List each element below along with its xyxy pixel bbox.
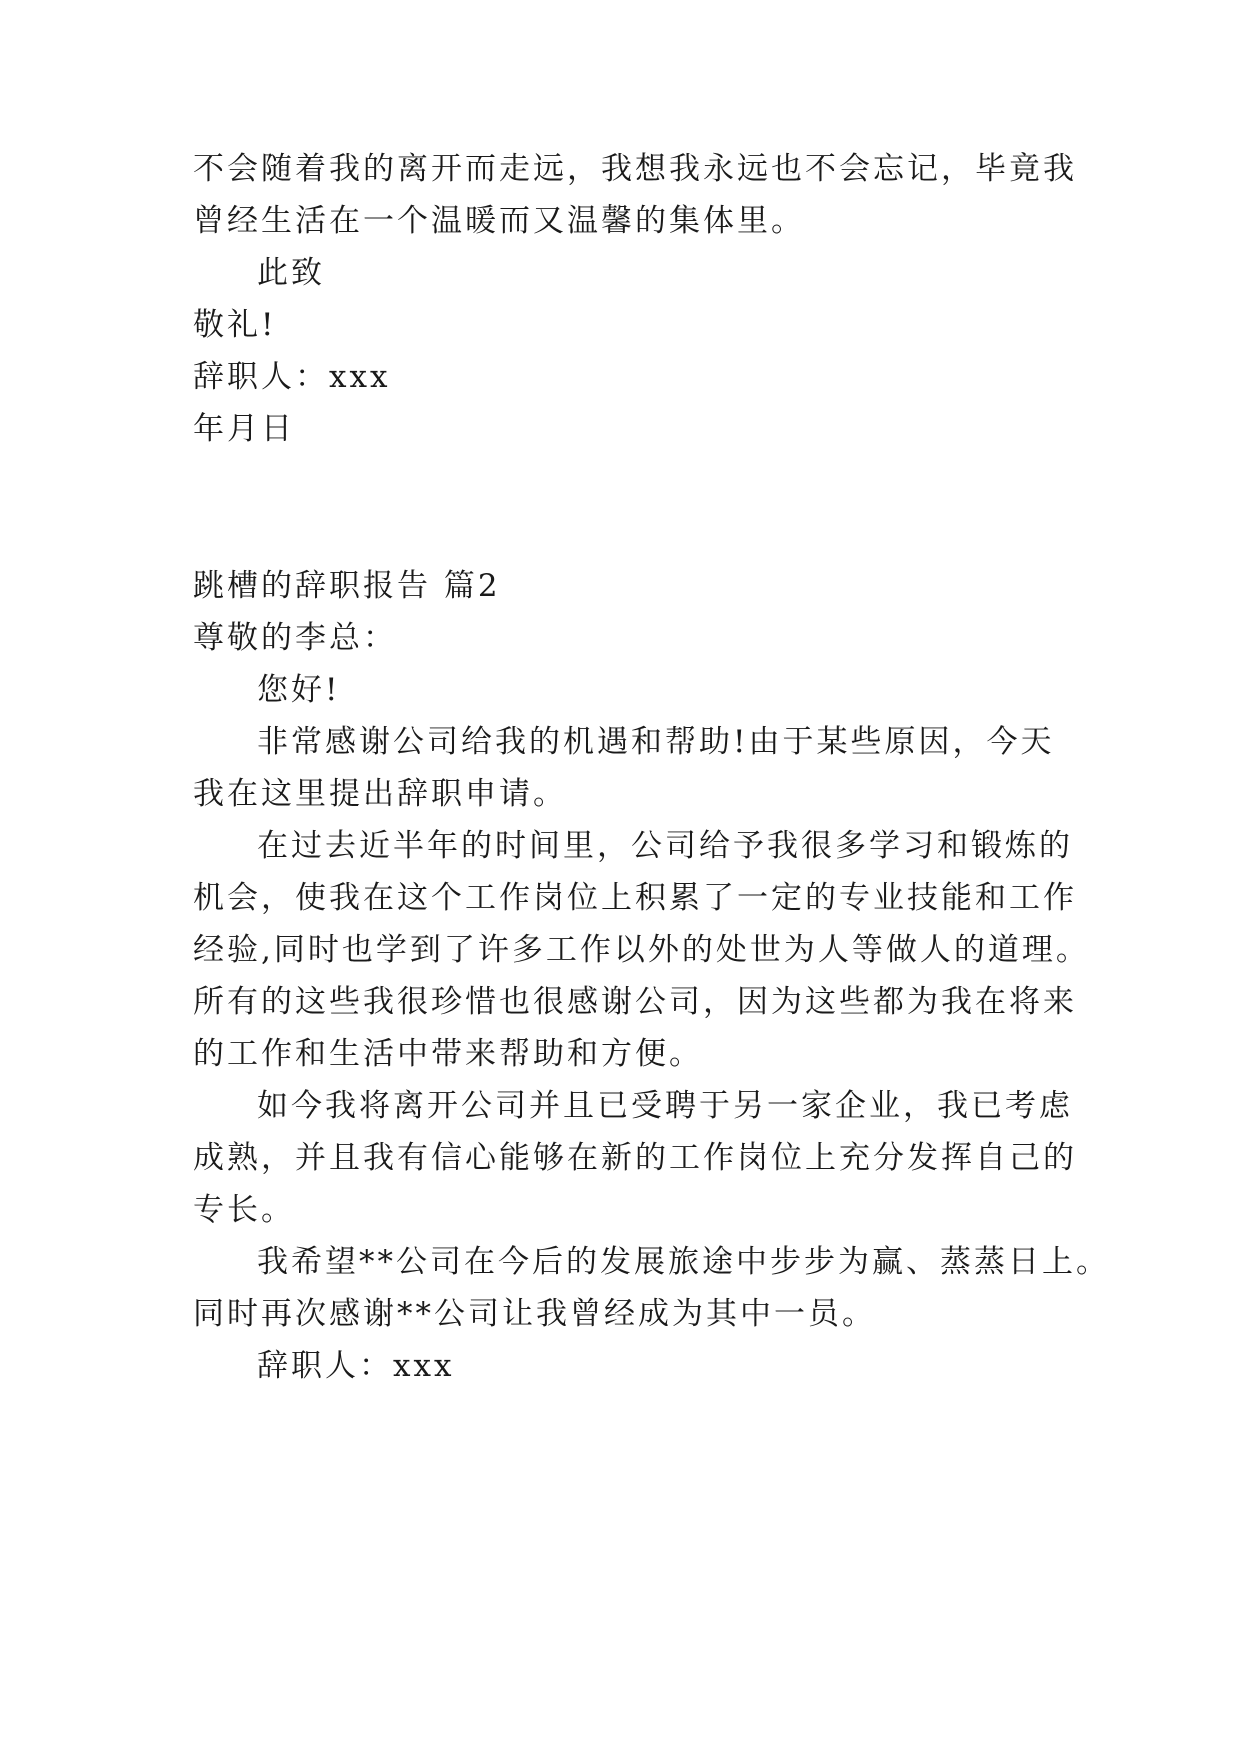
signer-line: 辞职人：xxx [193,359,391,395]
salutation-line: 敬礼! [193,307,277,343]
paragraph-line: 的工作和生活中带来帮助和方便。 [193,1036,703,1072]
paragraph-line: 我希望**公司在今后的发展旅途中步步为赢、蒸蒸日上。 [257,1244,1110,1280]
paragraph-line: 如今我将离开公司并且已受聘于另一家企业，我已考虑 [257,1088,1073,1124]
paragraph-line: 曾经生活在一个温暖而又温馨的集体里。 [193,203,805,239]
paragraph-line: 所有的这些我很珍惜也很感谢公司，因为这些都为我在将来 [193,984,1077,1020]
paragraph-line: 同时再次感谢**公司让我曾经成为其中一员。 [193,1296,876,1332]
section-title: 跳槽的辞职报告 篇2 [193,568,501,604]
paragraph-line: 不会随着我的离开而走远，我想我永远也不会忘记，毕竟我 [193,151,1077,187]
paragraph-line: 机会，使我在这个工作岗位上积累了一定的专业技能和工作 [193,880,1077,916]
greeting-line: 尊敬的李总： [193,620,397,656]
paragraph-line: 专长。 [193,1192,295,1228]
salutation-line: 此致 [257,255,325,291]
paragraph-line: 经验,同时也学到了许多工作以外的处世为人等做人的道理。 [193,932,1090,968]
paragraph-line: 我在这里提出辞职申请。 [193,776,567,812]
paragraph-line: 非常感谢公司给我的机遇和帮助!由于某些原因，今天 [257,724,1055,760]
paragraph-line: 成熟，并且我有信心能够在新的工作岗位上充分发挥自己的 [193,1140,1077,1176]
signer-line: 辞职人：xxx [257,1348,455,1384]
paragraph-line: 在过去近半年的时间里，公司给予我很多学习和锻炼的 [257,828,1073,864]
date-line: 年月日 [193,411,295,447]
hello-line: 您好! [257,672,341,708]
